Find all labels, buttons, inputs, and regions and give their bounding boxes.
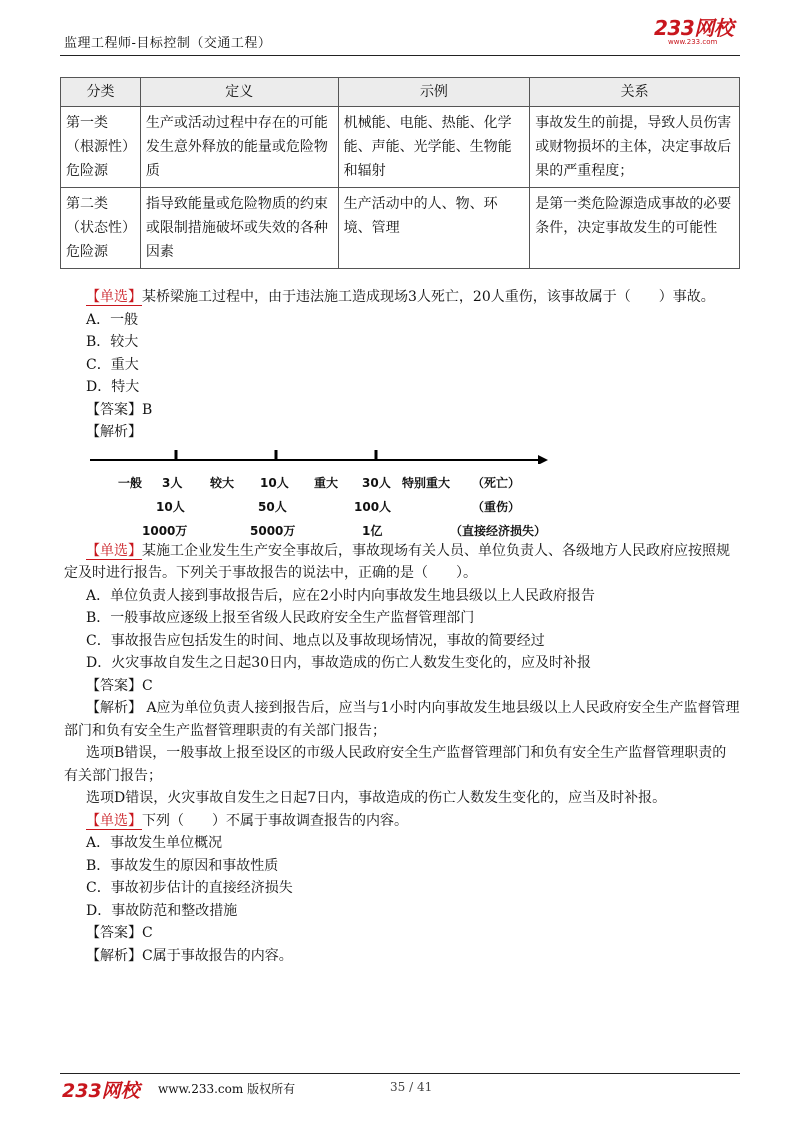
document-header-title: 监理工程师-目标控制（交通工程）: [64, 36, 272, 51]
option-c: C．事故报告应包括发生的时间、地点以及事故现场情况，事故的简要经过: [86, 632, 545, 649]
page-number: 35 / 41: [390, 1080, 433, 1094]
question-type-tag: 【单选】: [86, 289, 142, 305]
table-cell: 指导致能量或危险物质的约束或限制措施破坏或失效的各种因素: [140, 188, 338, 269]
header-divider: [60, 55, 740, 56]
threshold-label: 10人: [260, 475, 289, 490]
question-type-tag: 【单选】: [86, 542, 142, 559]
table-header-cell: 关系: [530, 78, 740, 107]
hazard-classification-table: [60, 77, 740, 269]
table-cell: 第一类（根源性）危险源: [61, 107, 141, 188]
threshold-label: 1亿: [362, 523, 383, 538]
footer-logo: 233网校: [62, 1080, 140, 1102]
analysis-text: 【解析】C属于事故报告的内容。: [86, 947, 293, 964]
threshold-label: 10人: [156, 499, 185, 514]
table-cell: 生产或活动过程中存在的可能发生意外释放的能量或危险物质: [140, 107, 338, 188]
option-b: B．较大: [86, 334, 139, 350]
answer: 【答案】B: [86, 401, 153, 418]
grade-label: 较大: [210, 475, 235, 490]
question-stem: 【单选】下列（ ）不属于事故调查报告的内容。: [86, 812, 408, 829]
timeline-axis: [90, 448, 550, 464]
table-cell: 生产活动中的人、物、环境、管理: [338, 188, 530, 269]
table-cell: 机械能、电能、热能、化学能、声能、光学能、生物能和辐射: [338, 107, 530, 188]
analysis-text: 选项B错误，一般事故上报至设区的市级人民政府安全生产监督管理部门和负有安全生产监督管理职责的有关部门报告；: [64, 745, 727, 784]
grade-label: 特别重大: [402, 475, 451, 490]
table-row: [61, 188, 740, 269]
grade-label: 重大: [314, 475, 339, 490]
analysis-text: 选项D错误，火灾事故自发生之日起7日内，事故造成的伤亡人数发生变化的，应当及时补报。: [86, 790, 667, 806]
table-header-cell: 定义: [140, 78, 338, 107]
option-d: D．特大: [86, 379, 140, 395]
table-header-cell: 分类: [61, 78, 141, 107]
analysis-label: 【解析】: [86, 424, 142, 440]
answer: 【答案】C: [86, 925, 153, 941]
table-cell: 是第一类危险源造成事故的必要条件，决定事故发生的可能性: [530, 188, 740, 269]
option-d: D．火灾事故自发生之日起30日内，事故造成的伤亡人数发生变化的，应及时补报: [86, 655, 592, 671]
option-d: D．事故防范和整改措施: [86, 902, 238, 919]
option-a: A．事故发生单位概况: [86, 835, 223, 851]
footer-divider: [60, 1073, 740, 1074]
document-body: [64, 286, 740, 967]
brand-logo-url: www.233.com: [668, 38, 718, 46]
answer: 【答案】C: [86, 677, 153, 694]
option-a: A．单位负责人接到事故报告后，应在2小时内向事故发生地县级以上人民政府报告: [86, 587, 596, 604]
option-c: C．事故初步估计的直接经济损失: [86, 880, 293, 896]
threshold-label: 3人: [162, 475, 183, 490]
option-b: B．事故发生的原因和事故性质: [86, 857, 279, 874]
criterion-label: （重伤）: [472, 499, 521, 514]
threshold-label: 5000万: [250, 523, 296, 538]
question-stem: 【单选】某桥梁施工过程中，由于违法施工造成现场3人死亡，20人重伤，该事故属于（ ）事故。: [86, 289, 715, 305]
option-a: A．一般: [86, 311, 139, 328]
criterion-label: （死亡）: [472, 475, 521, 490]
grade-label: 一般: [118, 475, 143, 490]
brand-logo: [654, 18, 734, 48]
table-header-row: [61, 78, 740, 107]
threshold-label: 100人: [354, 499, 392, 514]
threshold-label: 30人: [362, 475, 391, 490]
question-stem: 【单选】某施工企业发生生产安全事故后，事故现场有关人员、单位负责人、各级地方人民政府应按照规定及时进行报告。下列关于事故报告的说法中，正确的是（ ）。: [64, 542, 730, 581]
threshold-label: 1000万: [142, 523, 188, 538]
accident-grade-timeline: [64, 448, 740, 538]
brand-logo-text: 233网校: [654, 16, 734, 40]
table-header-cell: 示例: [338, 78, 530, 107]
criterion-label: （直接经济损失）: [450, 523, 547, 538]
option-c: C．重大: [86, 356, 139, 373]
table-cell: 事故发生的前提，导致人员伤害或财物损坏的主体，决定事故后果的严重程度；: [530, 107, 740, 188]
option-b: B．一般事故应逐级上报至省级人民政府安全生产监督管理部门: [86, 610, 475, 626]
table-row: [61, 107, 740, 188]
threshold-label: 50人: [258, 499, 287, 514]
footer-copyright: www.233.com 版权所有: [158, 1082, 296, 1096]
analysis-text: 【解析】 A应为单位负责人接到报告后，应当与1小时内向事故发生地县级以上人民政府安全生产监督管理部门和负有安全生产监督管理职责的有关部门报告；: [64, 700, 740, 739]
table-cell: 第二类（状态性）危险源: [61, 188, 141, 269]
question-type-tag: 【单选】: [86, 812, 142, 829]
